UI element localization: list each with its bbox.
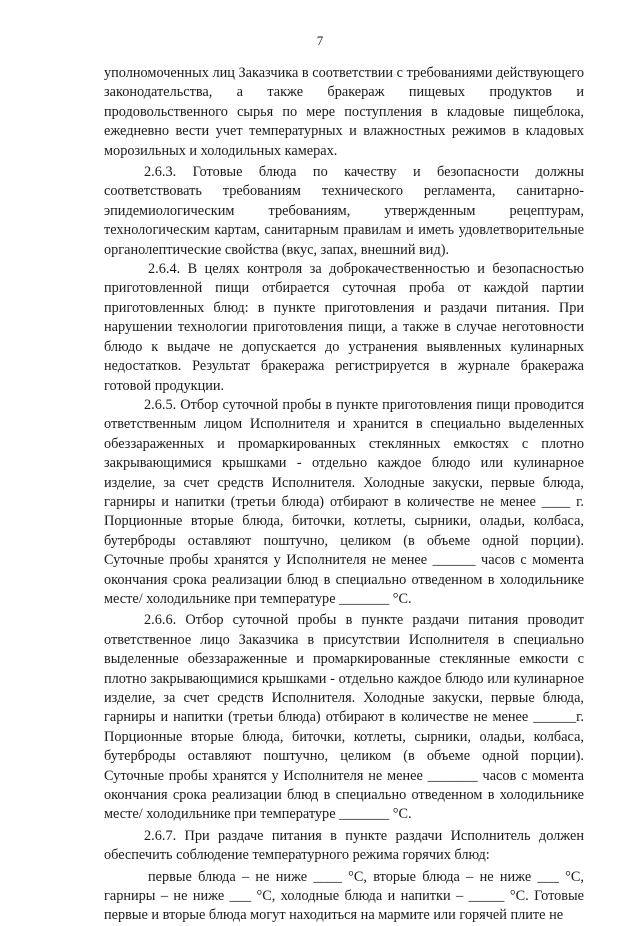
paragraph-2-6-4: 2.6.4. В целях контроля за доброкачественностью и безопасностью приготовленной пищи отбирается суточная проба от каждой партии приготовленных блюд: в пункте приготовления и раздачи питания. При нарушении технологии приготовления пищи, а также в случае неготовности блюдо к выдаче не допускается до устранения выявленных кулинарных недостатков. Результат бракеража регистрируется в журнале бракеража готовой продукции. (104, 261, 584, 394)
page-number: 7 (316, 33, 324, 48)
paragraph-2-6-7: 2.6.7. При раздаче питания в пункте раздачи Исполнитель должен обеспечить соблюдение температурного режима горячих блюд: (104, 827, 584, 864)
paragraph-2-6-5: 2.6.5. Отбор суточной пробы в пункте приготовления пищи проводится ответственным лицом Исполнителя и хранится в специально выделенных обеззараженных и промаркированных стеклянных емкостях с плотно закрывающимися крышками - отдельно каждое блюдо или кулинарное изделие, за счет средств Исполнителя. Холодные закуски, первые блюда, гарниры и напитки (третьи блюда) отбирают в количестве не менее ____ г. Порционные вторые блюда, биточки, котлеты, сырники, оладьи, колбаса, бутерброды оставляют поштучно, целиком (в объеме одной порции). Суточные пробы хранятся у Исполнителя не менее ______ часов с момента окончания срока реализации блюд в специально отведенном в холодильнике месте/ холодильнике при температуре _______ °С. (104, 396, 584, 607)
document-body (104, 64, 584, 926)
paragraph-2-6-6: 2.6.6. Отбор суточной пробы в пункте раздачи питания проводит ответственное лицо Заказчика в присутствии Исполнителя в специально выделенные обеззараженные и промаркированные стеклянные емкости с плотно закрывающимися крышками - отдельно каждое блюдо или кулинарное изделие, за счет средств Исполнителя. Холодные закуски, первые блюда, гарниры и напитки (третьи блюда) отбирают в количестве не менее ______г. Порционные вторые блюда, биточки, котлеты, сырники, оладьи, колбаса, бутерброды оставляют поштучно, целиком (в объеме одной порции). Суточные пробы хранятся у Исполнителя не менее _______ часов с момента окончания срока реализации блюд в специально отведенном в холодильнике месте/ холодильнике при температуре _______ °С. (104, 612, 584, 823)
paragraph-intro: уполномоченных лиц Заказчика в соответствии с требованиями действующего законодательства, а также бракераж пищевых продуктов и продовольственного сырья по мере поступления в кладовые пищеблока, ежедневно вести учет температурных и влажностных режимов в кладовых морозильных и холодильных камерах. (104, 65, 584, 159)
paragraph-temperatures: первые блюда – не ниже ____ °С, вторые блюда – не ниже ___ °С, гарниры – не ниже ___ °С, холодные блюда и напитки – _____ °С. Готовые первые и вторые блюда могут находиться на мармите или горячей плите не (104, 868, 584, 924)
paragraph-2-6-3: 2.6.3. Готовые блюда по качеству и безопасности должны соответствовать требованиям технического регламента, санитарно-эпидемиологическим требованиям, утвержденным рецептурам, технологическим картам, санитарным правилам и иметь удовлетворительные органолептические свойства (вкус, запах, внешний вид). (104, 164, 584, 258)
